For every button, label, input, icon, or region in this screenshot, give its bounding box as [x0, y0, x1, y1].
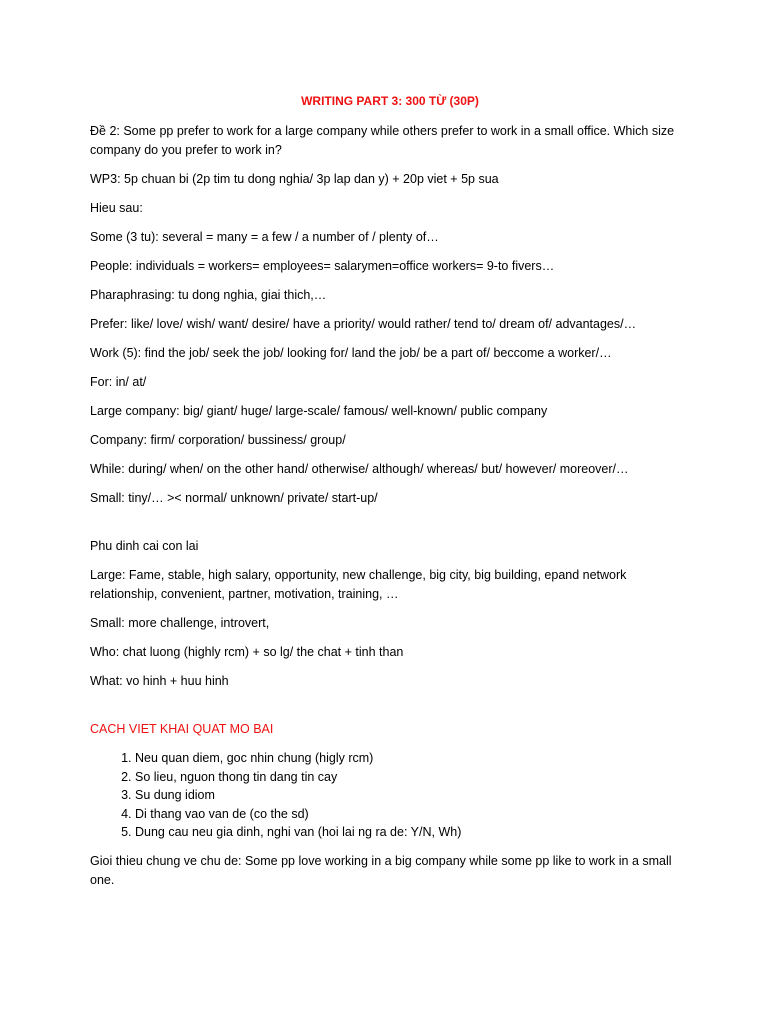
list-item: 3. Su dung idiom: [135, 786, 690, 805]
paragraph-phu-dinh: Phu dinh cai con lai: [90, 539, 199, 553]
paragraph-hieu-sau: Hieu sau:: [90, 201, 143, 215]
paragraph-large: Large: Fame, stable, high salary, opportunity, new challenge, big city, big building, epand network relationship, convenient, partner, motivation, training, …: [90, 568, 627, 601]
paragraph-company: Company: firm/ corporation/ bussiness/ group/: [90, 433, 346, 447]
paragraph-work: Work (5): find the job/ seek the job/ looking for/ land the job/ be a part of/ beccome a worker/…: [90, 346, 612, 360]
paragraph-de-2: Đề 2: Some pp prefer to work for a large company while others prefer to work in a small office. Which size company do you prefer to work in?: [90, 124, 675, 157]
list-item: 4. Di thang vao van de (co the sd): [135, 805, 690, 824]
paragraph-who: Who: chat luong (highly rcm) + so lg/ the chat + tinh than: [90, 645, 404, 659]
document-title: WRITING PART 3: 300 TỪ (30P): [301, 94, 479, 108]
paragraph-prefer: Prefer: like/ love/ wish/ want/ desire/ have a priority/ would rather/ tend to/ dream of/ advantages/…: [90, 317, 637, 331]
paragraph-large-company: Large company: big/ giant/ huge/ large-scale/ famous/ well-known/ public company: [90, 404, 548, 418]
paragraph-closing: Gioi thieu chung ve chu de: Some pp love working in a big company while some pp like to work in a small one.: [90, 853, 672, 887]
list-item: 5. Dung cau neu gia dinh, nghi van (hoi lai ng ra de: Y/N, Wh): [135, 823, 690, 842]
paragraph-for: For: in/ at/: [90, 375, 147, 389]
paragraph-small-2: Small: more challenge, introvert,: [90, 616, 270, 630]
paragraph-people: People: individuals = workers= employees= salarymen=office workers= 9-to fivers…: [90, 259, 555, 273]
blank-line: [90, 518, 690, 537]
section-heading: CACH VIET KHAI QUAT MO BAI: [90, 722, 274, 736]
paragraph-what: What: vo hinh + huu hinh: [90, 674, 229, 688]
paragraph-some: Some (3 tu): several = many = a few / a number of / plenty of…: [90, 230, 439, 244]
numbered-list: [90, 749, 690, 842]
list-item: 2. So lieu, nguon thong tin dang tin cay: [135, 768, 690, 787]
list-item: 1. Neu quan diem, goc nhin chung (higly rcm): [135, 749, 690, 768]
paragraph-while: While: during/ when/ on the other hand/ otherwise/ although/ whereas/ but/ however/ moreover/…: [90, 462, 629, 476]
document-body: [90, 92, 690, 900]
paragraph-wp3: WP3: 5p chuan bi (2p tim tu dong nghia/ 3p lap dan y) + 20p viet + 5p sua: [90, 172, 499, 186]
paragraph-paraphrasing: Pharaphrasing: tu dong nghia, giai thich,…: [90, 288, 327, 302]
paragraph-small: Small: tiny/… >< normal/ unknown/ private/ start-up/: [90, 491, 378, 505]
blank-line: [90, 701, 690, 720]
